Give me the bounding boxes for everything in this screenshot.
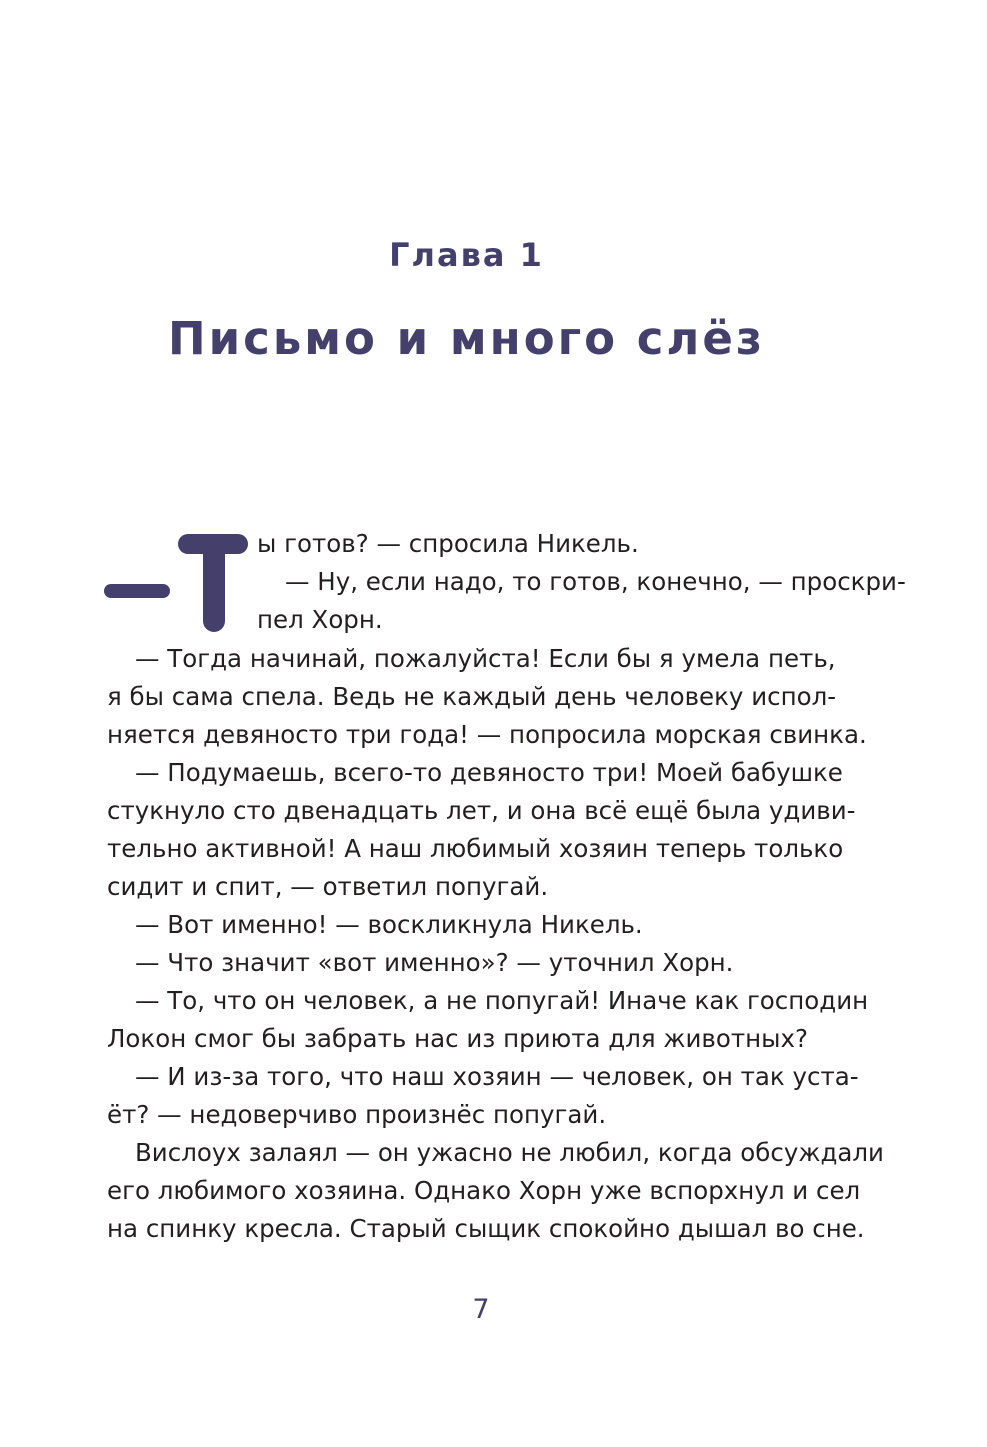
text-line: няется девяносто три года! — попросила морская свинка. xyxy=(107,720,867,749)
text-line: Локон смог бы забрать нас из приюта для животных? xyxy=(107,1024,808,1053)
text-line: на спинку кресла. Старый сыщик спокойно дышал во сне. xyxy=(107,1214,865,1243)
text-line: — Ну, если надо, то готов, конечно, — проскри- xyxy=(285,567,906,596)
page-number: 7 xyxy=(472,1294,490,1325)
text-line: — Подумаешь, всего-то девяносто три! Моей бабушке xyxy=(135,758,843,787)
text-line: — Вот именно! — воскликнула Никель. xyxy=(135,910,643,939)
text-line: тельно активной! А наш любимый хозяин теперь только xyxy=(107,834,844,863)
text-line: Вислоух залаял — он ужасно не любил, когда обсуждали xyxy=(135,1138,884,1167)
text-line: его любимого хозяина. Однако Хорн уже вспорхнул и сел xyxy=(107,1176,861,1205)
text-line: — И из-за того, что наш хозяин — человек, он так уста- xyxy=(135,1062,859,1091)
text-line: сидит и спит, — ответил попугай. xyxy=(107,872,549,901)
text-line: ёт? — недоверчиво произнёс попугай. xyxy=(107,1100,607,1129)
text-line: стукнуло сто двенадцать лет, и она всё ещё была удиви- xyxy=(107,796,856,825)
chapter-title: Письмо и много слёз xyxy=(167,312,766,365)
chapter-number: Глава 1 xyxy=(389,236,544,274)
text-line: пел Хорн. xyxy=(257,605,383,634)
text-line: — Что значит «вот именно»? — уточнил Хорн. xyxy=(135,948,734,977)
text-line: ы готов? — спросила Никель. xyxy=(257,529,639,558)
dropcap-dash-t xyxy=(104,530,252,634)
text-line: — Тогда начинай, пожалуйста! Если бы я умела петь, xyxy=(135,644,836,673)
dropcap-t-stem xyxy=(203,534,225,632)
text-line: — То, что он человек, а не попугай! Иначе как господин xyxy=(135,986,869,1015)
text-line: я бы сама спела. Ведь не каждый день человеку испол- xyxy=(107,682,837,711)
dropcap-dash xyxy=(104,584,170,598)
